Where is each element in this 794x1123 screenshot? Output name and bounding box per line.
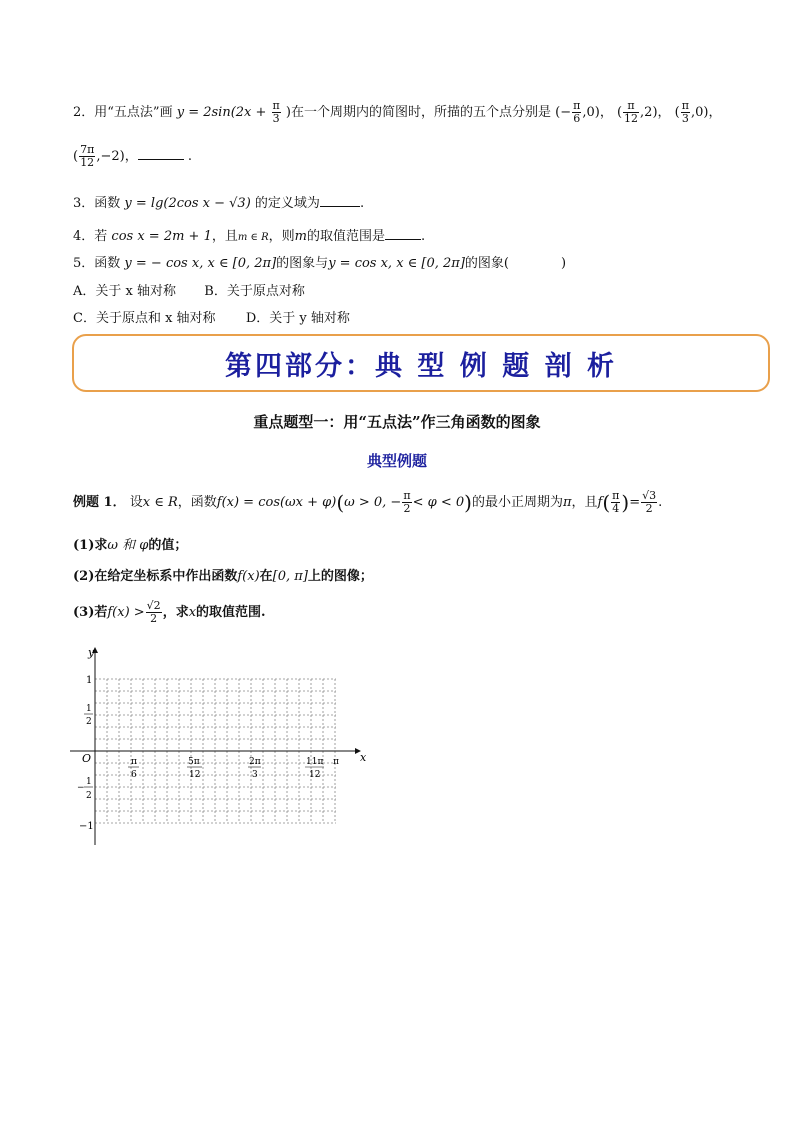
x-axis-label: x [360, 751, 367, 764]
svg-text:1: 1 [86, 777, 92, 787]
x-tick-2pi-3 [248, 757, 261, 780]
exercise-5: 5．函数 y = − cos x, x ∈ [0, 2π]的图象与y = cos x, x ∈ [0, 2π]的图象( ) [73, 256, 567, 271]
svg-text:12: 12 [309, 770, 321, 780]
x-tick-11pi-12 [305, 757, 324, 780]
svg-text:2: 2 [86, 791, 92, 801]
y-tick-half [84, 704, 93, 727]
svg-text:π: π [131, 757, 137, 767]
examples-heading: 典型例题 [366, 452, 427, 470]
point-2: ( $\frac{\pi}{12}$ ,2) [616, 99, 658, 125]
exercise-4: 4．若 cos x = 2m + 1，且m ∈ R，则m的取值范围是 . [73, 229, 426, 244]
banner-title: 第四部分：典 型 例 题 剖 析 [225, 350, 617, 382]
svg-text:5π: 5π [188, 757, 200, 767]
example-1-statement: 例题 1． 设x ∈ R，函数f(x) = cos(ωx + φ)(ω > 0, − $\frac{\pi}{2}$ < φ < 0)的最小正周期为π，且f( $\frac{\pi}{4}$ )= $\frac{√3}{2}$ . [73, 489, 663, 515]
section-banner [72, 334, 770, 392]
exercise-5-options-row2 [73, 307, 350, 326]
svg-text:6: 6 [131, 770, 137, 780]
exercise-5-options-row1 [73, 280, 305, 299]
exercise-2-cont: ( $\frac{7\pi}{12}$ ,−2)， . [73, 143, 192, 169]
svg-text:1: 1 [86, 704, 92, 714]
point-4: ( $\frac{7\pi}{12}$ ,−2) [73, 143, 125, 169]
example-1-part-2: (2)在给定坐标系中作出函数f(x)在[0, π]上的图像； [73, 569, 373, 584]
y-axis-label: y [88, 646, 95, 659]
svg-text:11π: 11π [306, 757, 324, 767]
x-tick-5pi-12 [187, 757, 202, 780]
x-tick-pi-6 [128, 757, 139, 780]
section-subtitle: 重点题型一：用“五点法”作三角函数的图象 [253, 413, 541, 431]
svg-text:2: 2 [86, 717, 92, 727]
example-1-part-1: (1)求ω 和 φ的值； [73, 538, 188, 553]
svg-text:−: − [77, 783, 85, 793]
exercise-2: 2．用“五点法”画 y = 2sin(2x + $\frac{\pi}{3}$ )在一个周期内的简图时，所描的五个点分别是 (− $\frac{\pi}{6}$ ,0)， ( $\frac{\pi}{12}$ ,2)， ( $\frac{\pi}{3}$ ,0)， [73, 99, 722, 125]
fraction-pi-over-3: $\frac{\pi}{3}$ [272, 99, 280, 125]
origin-label: O [82, 752, 92, 765]
svg-text:12: 12 [189, 770, 201, 780]
coordinate-grid [60, 640, 380, 855]
q2-formula: y = 2sin(2x + [176, 105, 267, 120]
option-c[interactable]: C．关于原点和 x 轴对称 [73, 311, 216, 326]
point-1: (− $\frac{\pi}{6}$ ,0) [555, 99, 600, 125]
x-tick-pi: π [333, 757, 339, 767]
option-a[interactable]: A．关于 x 轴对称 [73, 284, 176, 299]
y-tick-1: 1 [86, 675, 93, 686]
svg-text:2π: 2π [249, 757, 261, 767]
point-3: ( $\frac{\pi}{3}$ ,0) [674, 99, 709, 125]
y-tick-neg-half [77, 777, 93, 801]
option-d[interactable]: D．关于 y 轴对称 [245, 311, 350, 326]
function-def: f(x) = cos(ωx + φ) [216, 495, 337, 510]
q3-formula: y = lg(2cos x − √3) [124, 196, 251, 211]
option-b[interactable]: B．关于原点对称 [204, 284, 305, 299]
svg-text:3: 3 [252, 770, 258, 780]
y-tick-neg-1: −1 [79, 821, 94, 832]
example-1-part-3: (3)若f(x) > $\frac{√2}{2}$ ，求x的取值范围. [73, 599, 266, 625]
exercise-3: 3．函数 y = lg(2cos x − √3) 的定义域为 . [73, 196, 365, 211]
